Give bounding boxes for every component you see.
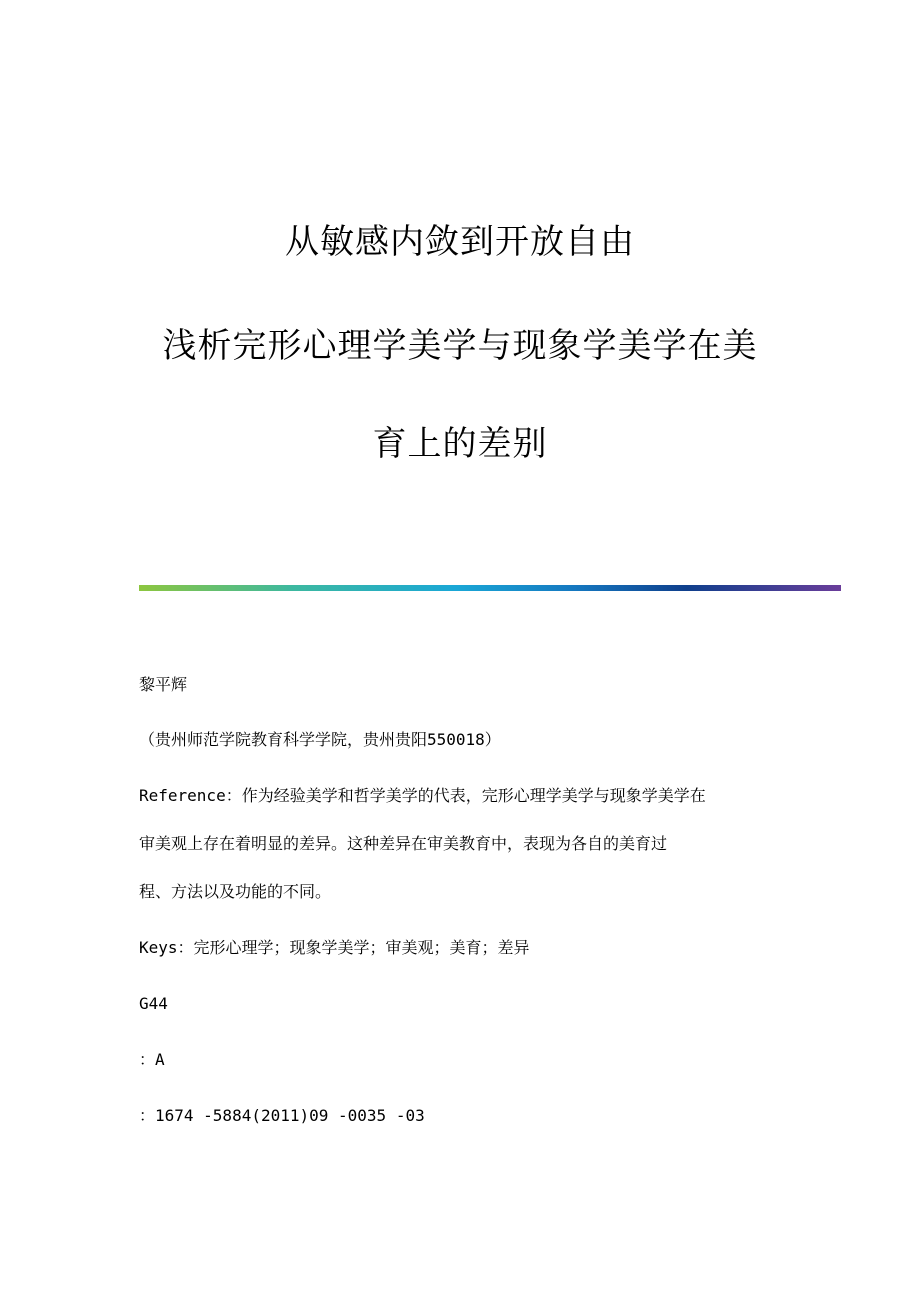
abstract-line-1: Reference：作为经验美学和哲学美学的代表，完形心理学美学与现象学美学在: [139, 786, 706, 805]
classification-number: G44: [139, 994, 168, 1013]
author-name: 黎平辉: [139, 675, 188, 694]
abstract-line-2: 审美观上存在着明显的差异。这种差异在审美教育中，表现为各自的美育过: [139, 834, 668, 853]
author-affiliation: （贵州师范学院教育科学学院，贵州贵阳550018）: [139, 730, 501, 749]
gradient-divider: [139, 585, 841, 591]
title-line-1: 从敏感内敛到开放自由: [285, 222, 635, 262]
keywords: Keys：完形心理学；现象学美学；审美观；美育；差异: [139, 938, 530, 957]
title-line-2: 浅析完形心理学美学与现象学美学在美: [162, 326, 758, 366]
document-code: ：A: [139, 1050, 165, 1069]
article-id: ：1674 -5884(2011)09 -0035 -03: [139, 1106, 425, 1125]
title-line-3: 育上的差别: [372, 424, 548, 464]
abstract-line-3: 程、方法以及功能的不同。: [139, 882, 332, 901]
